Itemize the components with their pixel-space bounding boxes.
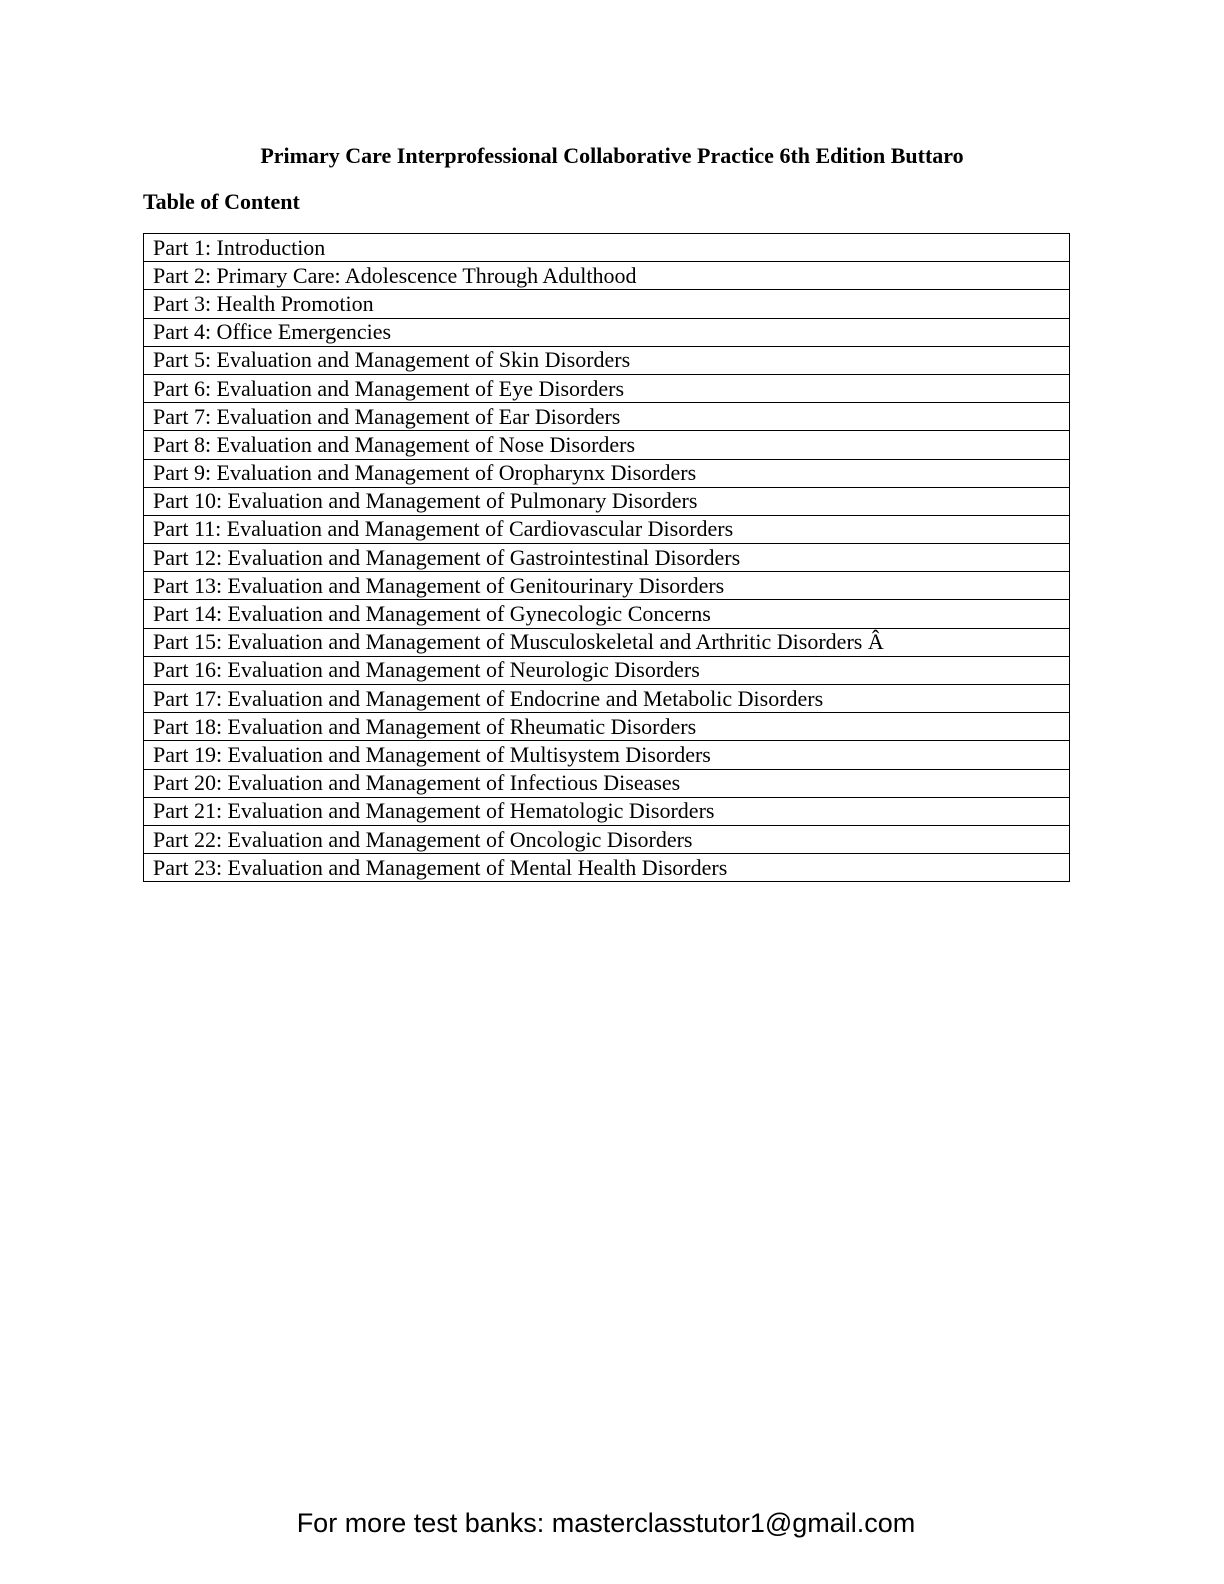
toc-row <box>144 600 1070 628</box>
toc-row <box>144 854 1070 882</box>
toc-row <box>144 572 1070 600</box>
toc-row <box>144 346 1070 374</box>
toc-row <box>144 656 1070 684</box>
document-title: Primary Care Interprofessional Collaborative Practice 6th Edition Buttaro <box>260 143 964 168</box>
toc-row <box>144 769 1070 797</box>
toc-entry: Part 12: Evaluation and Management of Gastrointestinal Disorders <box>144 544 1070 572</box>
toc-entry: Part 23: Evaluation and Management of Mental Health Disorders <box>144 854 1070 882</box>
toc-row <box>144 515 1070 543</box>
toc-entry: Part 4: Office Emergencies <box>144 318 1070 346</box>
toc-entry: Part 1: Introduction <box>144 234 1070 262</box>
toc-entry: Part 14: Evaluation and Management of Gynecologic Concerns <box>144 600 1070 628</box>
toc-entry: Part 2: Primary Care: Adolescence Through Adulthood <box>144 262 1070 290</box>
toc-entry: Part 8: Evaluation and Management of Nose Disorders <box>144 431 1070 459</box>
toc-row <box>144 713 1070 741</box>
footer-contact-note: For more test banks: masterclasstutor1@gmail.com <box>296 1508 916 1538</box>
toc-row <box>144 459 1070 487</box>
toc-entry: Part 15: Evaluation and Management of Musculoskeletal and Arthritic Disorders Â <box>144 628 1070 656</box>
toc-entry: Part 13: Evaluation and Management of Genitourinary Disorders <box>144 572 1070 600</box>
toc-entry: Part 9: Evaluation and Management of Oropharynx Disorders <box>144 459 1070 487</box>
toc-entry: Part 21: Evaluation and Management of Hematologic Disorders <box>144 797 1070 825</box>
toc-entry: Part 17: Evaluation and Management of Endocrine and Metabolic Disorders <box>144 685 1070 713</box>
toc-row <box>144 431 1070 459</box>
toc-entry: Part 10: Evaluation and Management of Pulmonary Disorders <box>144 487 1070 515</box>
toc-entry: Part 18: Evaluation and Management of Rheumatic Disorders <box>144 713 1070 741</box>
toc-heading: Table of Content <box>143 189 300 214</box>
toc-row <box>144 403 1070 431</box>
toc-row <box>144 685 1070 713</box>
toc-entry: Part 3: Health Promotion <box>144 290 1070 318</box>
toc-entry: Part 11: Evaluation and Management of Cardiovascular Disorders <box>144 515 1070 543</box>
toc-row <box>144 374 1070 402</box>
toc-row <box>144 234 1070 262</box>
toc-row <box>144 797 1070 825</box>
toc-row <box>144 290 1070 318</box>
toc-row <box>144 628 1070 656</box>
toc-row <box>144 487 1070 515</box>
toc-row <box>144 544 1070 572</box>
toc-entry: Part 5: Evaluation and Management of Skin Disorders <box>144 346 1070 374</box>
toc-entry: Part 7: Evaluation and Management of Ear Disorders <box>144 403 1070 431</box>
toc-table-body <box>144 234 1070 882</box>
toc-row <box>144 318 1070 346</box>
toc-entry: Part 16: Evaluation and Management of Neurologic Disorders <box>144 656 1070 684</box>
toc-entry: Part 20: Evaluation and Management of Infectious Diseases <box>144 769 1070 797</box>
toc-row <box>144 262 1070 290</box>
toc-row <box>144 825 1070 853</box>
toc-entry: Part 22: Evaluation and Management of Oncologic Disorders <box>144 825 1070 853</box>
toc-entry: Part 19: Evaluation and Management of Multisystem Disorders <box>144 741 1070 769</box>
toc-row <box>144 741 1070 769</box>
toc-table <box>143 233 1070 882</box>
toc-entry: Part 6: Evaluation and Management of Eye Disorders <box>144 374 1070 402</box>
